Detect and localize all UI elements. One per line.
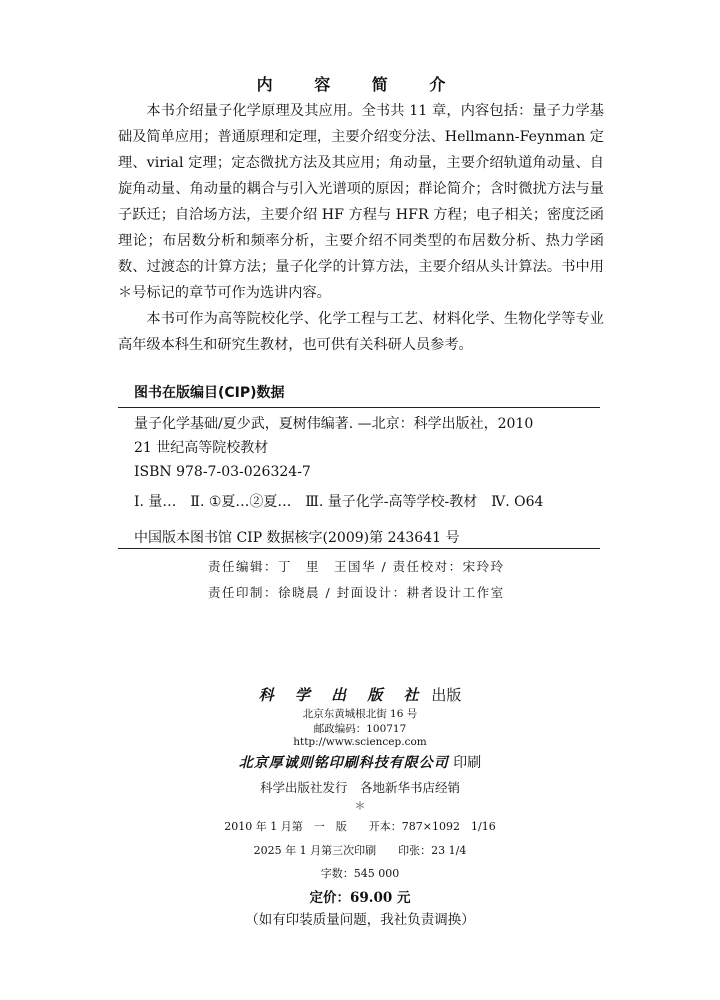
- publisher-url: http://www.sciencep.com: [293, 736, 427, 748]
- printer-name: 北京厚诚则铭印刷科技有限公司: [238, 755, 449, 771]
- cip-line-title: 量子化学基础/夏少武，夏树伟编著. —北京：科学出版社，2010: [134, 416, 534, 432]
- summary-title: 内 容 简 介: [256, 75, 464, 94]
- edition-line: 2010 年 1 月第 一 版 开本：787×1092 1/16: [224, 820, 496, 833]
- cip-block: [134, 412, 604, 556]
- cip-top-rule: [118, 407, 600, 408]
- notice-line: （如有印装质量问题，我社负责调换）: [245, 912, 475, 928]
- publisher-suffix: 出版: [431, 686, 462, 704]
- cip-heading: 图书在版编目(CIP)数据: [134, 385, 285, 401]
- price-line: 定价：69.00 元: [309, 890, 411, 906]
- summary-body: [118, 98, 604, 358]
- wordcount-line: 字数：545 000: [320, 867, 400, 880]
- publisher-line: [0, 684, 720, 705]
- summary-paragraph: 本书介绍量子化学原理及其应用。全书共 11 章，内容包括：量子力学基础及简单应用；普通原理和定理，主要介绍变分法、Hellmann-Feynman 定理、virial 定理；定态微扰方法及其应用；角动量，主要介绍轨道角动量、自旋角动量、角动量的耦合与引入光谱项的原因；群论简介；含时微扰方法与量子跃迁；自洽场方法，主要介绍 HF 方程与 HFR 方程；电子相关；密度泛函理论；布居数分析和频率分析，主要介绍不同类型的布居数分析、热力学函数、过渡态的计算方法；量子化学的计算方法，主要介绍从头计算法。书中用＊号标记的章节可作为选讲内容。: [118, 103, 604, 301]
- printer-line: [0, 752, 720, 772]
- editors-line: 责任编辑：丁 里 王国华 / 责任校对：宋玲玲: [208, 559, 505, 574]
- printing-line: 2025 年 1 月第三次印刷 印张：23 1/4: [253, 844, 467, 857]
- editors-line: 责任印制：徐晓晨 / 封面设计：耕者设计工作室: [208, 585, 505, 600]
- editors-block: [208, 554, 505, 606]
- distribution-line: 科学出版社发行 各地新华书店经销: [259, 780, 460, 795]
- cip-line-classification: Ⅰ. 量… Ⅱ. ①夏…②夏… Ⅲ. 量子化学-高等学校-教材 Ⅳ. O64: [134, 494, 544, 510]
- cip-line-isbn: ISBN 978-7-03-026324-7: [134, 464, 311, 480]
- publisher-postcode: 邮政编码：100717: [313, 723, 407, 735]
- cip-bottom-rule: [118, 548, 600, 549]
- publisher-name: 科 学 出 版 社: [258, 686, 427, 704]
- separator-star: ＊: [354, 800, 366, 812]
- printer-suffix: 印刷: [453, 755, 482, 771]
- cip-line-series: 21 世纪高等院校教材: [134, 440, 269, 456]
- summary-paragraph: 本书可作为高等院校化学、化学工程与工艺、材料化学、生物化学等专业高年级本科生和研究生教材，也可供有关科研人员参考。: [118, 311, 604, 353]
- cip-line-record: 中国版本图书馆 CIP 数据核字(2009)第 243641 号: [134, 530, 460, 546]
- publisher-address: 北京东黄城根北街 16 号: [302, 708, 418, 720]
